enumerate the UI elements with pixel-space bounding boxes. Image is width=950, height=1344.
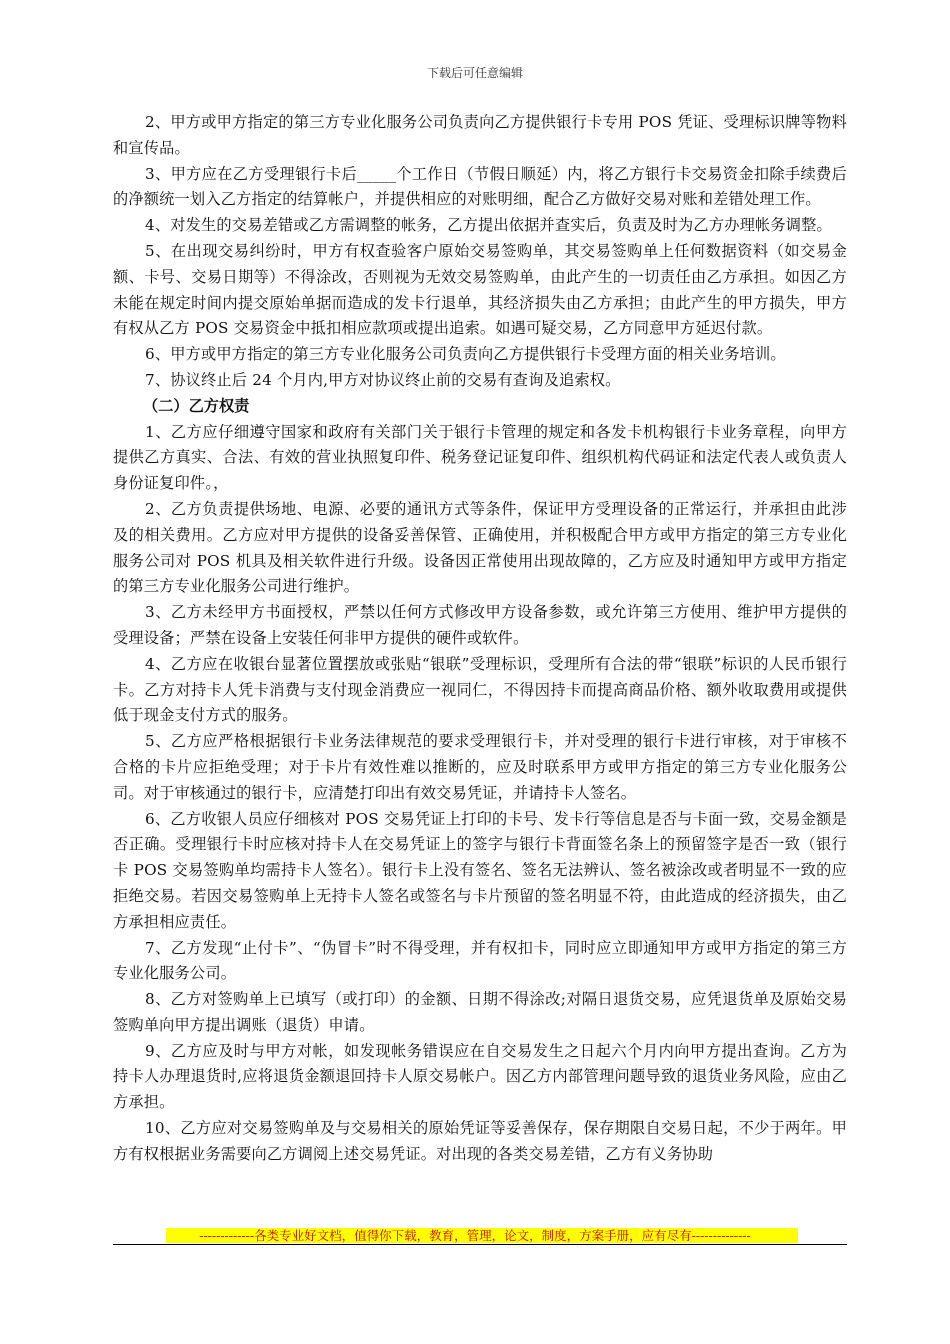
paragraph: 4、乙方应在收银台显著位置摆放或张贴“银联”受理标识，受理所有合法的带“银联”标识的人民币银行卡。乙方对持卡人凭卡消费与支付现金消费应一视同仁，不得因持卡而提高商品价格、额外收取费用或提供低于现金支付方式的服务。 bbox=[113, 654, 847, 725]
section-title: （二）乙方权责 bbox=[143, 396, 250, 415]
page-header: 下载后可任意编辑 bbox=[426, 66, 523, 80]
paragraph: 6、乙方收银人员应仔细核对 POS 交易凭证上打印的卡号、发卡行等信息是否与卡面一致，交易金额是否正确。受理银行卡时应核对持卡人在交易凭证上的签字与银行卡背面签名条上的预留签字是否一致（银行卡 POS 交易签购单均需持卡人签名）。银行卡上没有签名、签名无法辨认、签名被涂改或者明显不一致的应拒绝交易。若因交易签购单上无持卡人签名或签名与卡片预留的签名明显不符，由此造成的经济损失，由乙方承担相应责任。 bbox=[113, 809, 847, 931]
paragraph: 5、乙方应严格根据银行卡业务法律规范的要求受理银行卡，并对受理的银行卡进行审核，对于审核不合格的卡片应拒绝受理；对于卡片有效性难以推断的，应及时联系甲方或甲方指定的第三方专业化服务公司。对于审核通过的银行卡，应清楚打印出有效交易凭证，并请持卡人签名。 bbox=[113, 732, 847, 802]
paragraph: 6、甲方或甲方指定的第三方专业化服务公司负责向乙方提供银行卡受理方面的相关业务培训。 bbox=[145, 345, 786, 364]
footer-banner: -------------各类专业好文档，值得你下载，教育，管理，论文，制度，方案手册，应有尽有-------------- bbox=[199, 1228, 751, 1243]
paragraph: 3、乙方未经甲方书面授权，严禁以任何方式修改甲方设备参数，或允许第三方使用、维护甲方提供的受理设备；严禁在设备上安装任何非甲方提供的硬件或软件。 bbox=[113, 603, 847, 647]
paragraph: 8、乙方对签购单上已填写（或打印）的金额、日期不得涂改;对隔日退货交易，应凭退货单及原始交易签购单向甲方提出调账（退货）申请。 bbox=[113, 990, 847, 1034]
document-body bbox=[113, 110, 847, 1168]
paragraph: 2、乙方负责提供场地、电源、必要的通讯方式等条件，保证甲方受理设备的正常运行，并承担由此涉及的相关费用。乙方应对甲方提供的设备妥善保管、正确使用，并积极配合甲方或甲方指定的第三方专业化服务公司对 POS 机具及相关软件进行升级。设备因正常使用出现故障的，乙方应及时通知甲方或甲方指定的第三方专业化服务公司进行维护。 bbox=[113, 499, 847, 596]
paragraph: 9、乙方应及时与甲方对帐，如发现帐务错误应在自交易发生之日起六个月内向甲方提出查询。乙方为持卡人办理退货时,应将退货金额退回持卡人原交易帐户。因乙方内部管理问题导致的退货业务风险，应由乙方承担。 bbox=[113, 1041, 847, 1112]
paragraph: 2、甲方或甲方指定的第三方专业化服务公司负责向乙方提供银行卡专用 POS 凭证、受理标识牌等物料和宣传品。 bbox=[113, 113, 847, 157]
footer-divider bbox=[113, 1244, 847, 1245]
paragraph: 5、在出现交易纠纷时，甲方有权查验客户原始交易签购单，其交易签购单上任何数据资料（如交易金额、卡号、交易日期等）不得涂改，否则视为无效交易签购单，由此产生的一切责任由乙方承担。如因乙方未能在规定时间内提交原始单据而造成的发卡行退单，其经济损失由乙方承担；由此产生的甲方损失，甲方有权从乙方 POS 交易资金中抵扣相应款项或提出追索。如遇可疑交易，乙方同意甲方延迟付款。 bbox=[113, 241, 847, 338]
paragraph: 7、乙方发现“止付卡”、“伪冒卡”时不得受理，并有权扣卡，同时应立即通知甲方或甲方指定的第三方专业化服务公司。 bbox=[113, 938, 847, 983]
paragraph: 1、乙方应仔细遵守国家和政府有关部门关于银行卡管理的规定和各发卡机构银行卡业务章程，向甲方提供乙方真实、合法、有效的营业执照复印件、税务登记证复印件、组织机构代码证和法定代表人或负责人身份证复印件。， bbox=[113, 422, 847, 493]
paragraph: 4、对发生的交易差错或乙方需调整的帐务，乙方提出依据并查实后，负责及时为乙方办理帐务调整。 bbox=[145, 216, 832, 235]
paragraph: 10、乙方应对交易签购单及与交易相关的原始凭证等妥善保存，保存期限自交易日起，不少于两年。甲方有权根据业务需要向乙方调阅上述交易凭证。对出现的各类交易差错，乙方有义务协助 bbox=[113, 1119, 847, 1163]
paragraph: 3、甲方应在乙方受理银行卡后_____个工作日（节假日顺延）内，将乙方银行卡交易资金扣除手续费后的净额统一划入乙方指定的结算帐户，并提供相应的对账明细，配合乙方做好交易对账和差错处理工作。 bbox=[113, 164, 847, 209]
paragraph: 7、协议终止后 24 个月内,甲方对协议终止前的交易有查询及追索权。 bbox=[145, 370, 621, 389]
